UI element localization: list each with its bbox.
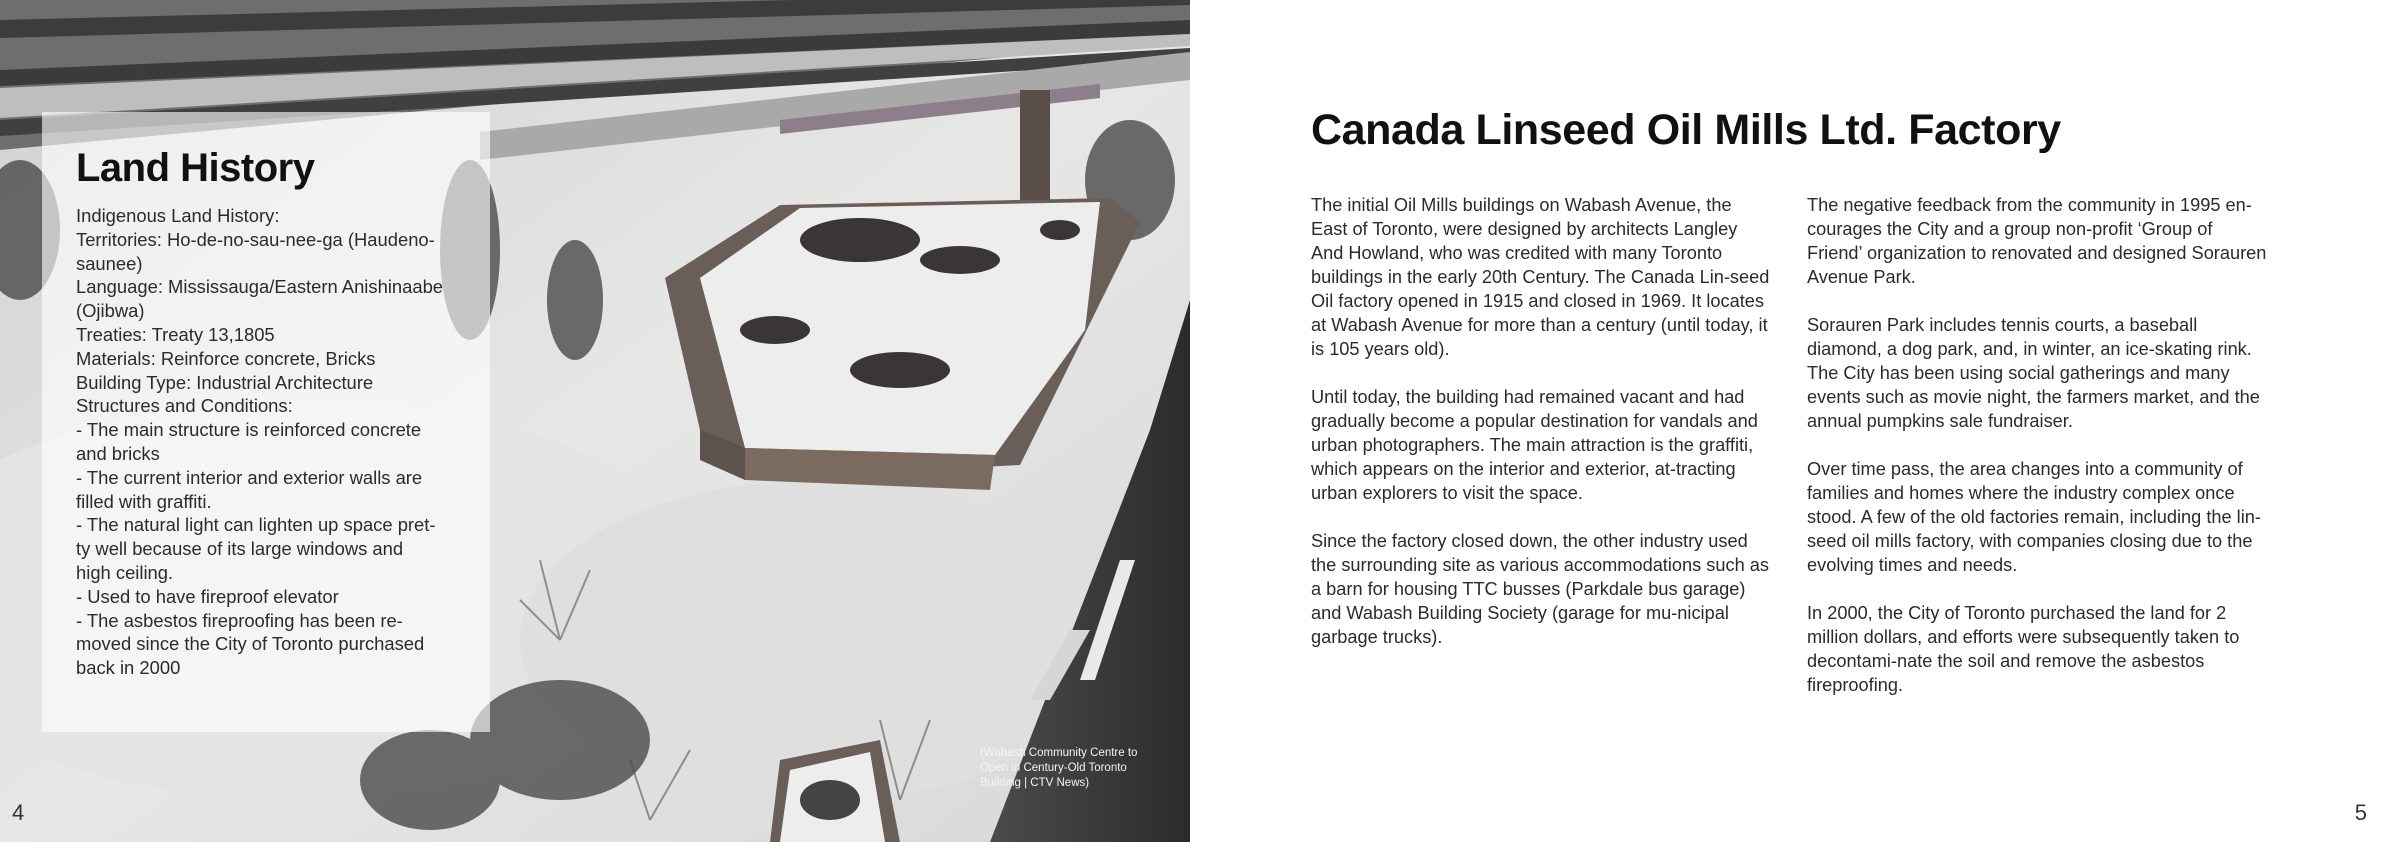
history-line: high ceiling. [76,561,174,583]
history-line: Structures and Conditions: [76,395,293,417]
history-line: Materials: Reinforce concrete, Bricks [76,347,376,369]
history-line: Building Type: Industrial Architecture [76,371,374,393]
history-line: and bricks [76,442,160,464]
history-line: - The natural light can lighten up space pret- [76,514,436,536]
paragraph: In 2000, the City of Toronto purchased the land for 2 million dollars, and efforts were subsequently taken to decontami-nate the soil and remove the asbestos fireproofing. [1807,603,2240,695]
left-page [0,0,1190,842]
history-line: Territories: Ho-de-no-sau-nee-ga (Haudeno- [76,228,435,250]
paragraph: The initial Oil Mills buildings on Wabash Avenue, the East of Toronto, were designed by architects Langley And Howland, who was credited with many Toronto buildings in the early 20th Century. The Canada Lin-seed Oil factory opened in 1915 and closed in 1969. It locates at Wabash Avenue for more than a century (until today, it is 105 years old). [1311,195,1770,359]
article-title: Canada Linseed Oil Mills Ltd. Factory [1311,106,2061,154]
history-line: - The main structure is reinforced concrete [76,419,422,441]
history-line: moved since the City of Toronto purchased [76,633,425,655]
history-line: (Ojibwa) [76,300,145,322]
history-line: ty well because of its large windows and [76,538,404,560]
paragraph: Over time pass, the area changes into a community of families and homes where the industry complex once stood. A few of the old factories remain, including the lin-seed oil mills factory, with companies closing due to the evolving times and needs. [1807,459,2261,575]
page-number-right: 5 [2354,800,2367,825]
history-line: - The current interior and exterior walls are [76,466,423,488]
paragraph: Sorauren Park includes tennis courts, a baseball diamond, a dog park, and, in winter, an ice-skating rink. The City has been using social gatherings and many events such as movie night, the farmers market, and the annual pumpkins sale fundraiser. [1807,315,2260,431]
paragraph: Until today, the building had remained vacant and had gradually become a popular destination for vandals and urban photographers. The main attraction is the graffiti, which appears on the interior and exterior, at-tracting urban explorers to visit the space. [1311,387,1758,503]
right-page [1190,0,2381,842]
history-line: Indigenous Land History: [76,205,280,226]
history-line: Treaties: Treaty 13,1805 [76,323,275,345]
page-number-left: 4 [12,800,25,825]
text-column-2 [1807,193,2267,721]
history-line: - The asbestos fireproofing has been re- [76,609,403,631]
land-history-list [76,204,456,680]
photo-caption: (Wabash Community Centre to Open in Century-Old Toronto Building | CTV News) [980,747,1138,789]
history-line: saunee) [76,252,143,274]
history-line: filled with graffiti. [76,490,212,512]
history-line: back in 2000 [76,657,181,679]
paragraph: Since the factory closed down, the other industry used the surrounding site as various accommodations such as a barn for housing TTC busses (Parkdale bus garage) and Wabash Building Society (garage for mu-nicipal garbage trucks). [1311,531,1769,647]
history-line: - Used to have fireproof elevator [76,585,339,607]
paragraph: The negative feedback from the community in 1995 en-courages the City and a group non-profit ‘Group of Friend’ organization to renovated and designed Sorauren Avenue Park. [1807,195,2267,287]
text-column-1 [1311,193,1771,673]
land-history-title: Land History [76,146,315,190]
history-line: Language: Mississauga/Eastern Anishinaabe [76,276,444,298]
